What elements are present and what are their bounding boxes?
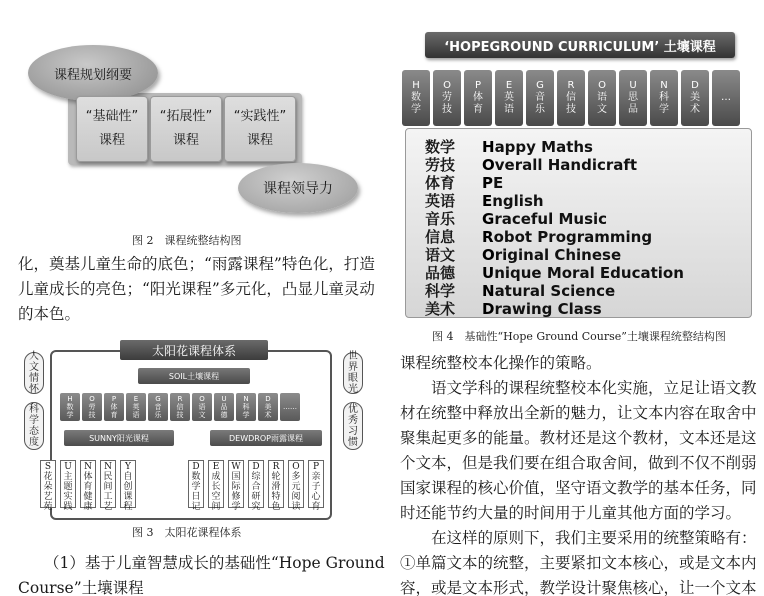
fig4-row	[425, 208, 607, 227]
cell-char: 品	[220, 403, 228, 411]
text-line: 个文本，但是我们要在组合取舍间，做到不仅不削弱	[400, 454, 757, 472]
row-initial: O	[482, 246, 495, 264]
sub-char: 民	[103, 472, 113, 482]
sub-char: 践	[63, 502, 73, 512]
fig3-cell	[82, 393, 102, 421]
fig4-row	[425, 298, 602, 317]
text-line: 化，奠基儿童生命的底色；“雨露课程”特色化，打造	[18, 255, 375, 273]
row-zh: 品德	[425, 264, 456, 282]
row-zh: 语文	[425, 246, 456, 264]
fig3-sub-item	[188, 460, 204, 512]
fig4-cell	[433, 70, 461, 126]
cell-char: 文	[198, 411, 206, 419]
fig4-cells	[402, 70, 743, 126]
row-rest: atural Science	[494, 282, 616, 300]
row-rest: nique Moral Education	[494, 264, 684, 282]
fig3-sub-item	[288, 460, 304, 512]
sub-char: 健	[83, 492, 93, 502]
fig4-row	[425, 280, 615, 299]
text-line: （1）基于儿童智慧成长的基础性“Hope Ground	[44, 554, 385, 572]
cell-char: 技	[442, 104, 452, 115]
row-zh: 科学	[425, 282, 456, 300]
fig3-soil-bar: SOIL土壤课程	[138, 368, 250, 384]
sub-char: 滑	[271, 482, 281, 492]
sub-char: 日	[191, 492, 201, 502]
text-line: 国家课程的核心价值，坚守语文教学的基本任务，同	[400, 479, 757, 497]
row-zh: 数学	[425, 138, 456, 156]
fig3-cell	[148, 393, 168, 421]
sub-letter: S	[44, 462, 52, 472]
row-initial: O	[482, 156, 495, 174]
cell-char: 语	[504, 104, 514, 115]
text-line: 课程统整校本化操作的策略。	[400, 354, 602, 372]
sub-char: 亲	[311, 472, 321, 482]
cell-char: 德	[220, 411, 228, 419]
row-initial: R	[482, 228, 494, 246]
row-initial: D	[482, 300, 495, 318]
fig2-card-quote: “基础性”	[85, 109, 139, 124]
cell-char: 信	[176, 403, 184, 411]
cell-char: 学	[66, 411, 74, 419]
cell-char: 体	[110, 403, 118, 411]
cell-char: 数	[66, 403, 74, 411]
fig3-sub-item	[100, 460, 116, 512]
fig2-card-label: 课程	[246, 133, 273, 148]
cell-char: 语	[132, 411, 140, 419]
fig2-card-quote: “拓展性”	[159, 109, 213, 124]
cell-char: 技	[176, 411, 184, 419]
sub-char: 花	[43, 472, 53, 482]
row-initial: U	[482, 264, 495, 282]
fig3-dewdrop-bar: DEWDROP雨露课程	[210, 430, 322, 446]
cell-letter: D	[265, 395, 271, 403]
sub-letter: W	[231, 462, 241, 472]
cell-letter: D	[691, 80, 699, 91]
fig4-cell	[619, 70, 647, 126]
fig3-side-science: 科学态度	[24, 402, 44, 450]
sub-letter: D	[192, 462, 200, 472]
fig3-caption: 图 3 太阳花课程体系	[132, 526, 242, 539]
sub-char: 色	[271, 502, 281, 512]
fig2-card-extended	[150, 96, 222, 162]
cell-char: 英	[132, 403, 140, 411]
sub-char: 阅	[291, 492, 301, 502]
fig3-sub-item	[80, 460, 96, 512]
cell-letter: P	[111, 395, 117, 403]
cell-letter: O	[89, 395, 95, 403]
fig3-sub-item	[228, 460, 244, 512]
fig4-title: ‘HOPEGROUND CURRICULUM’ 土壤课程	[425, 32, 735, 58]
cell-char: 术	[690, 104, 700, 115]
cell-letter: U	[221, 395, 227, 403]
cell-char: 学	[411, 104, 421, 115]
row-rest: verall Handicraft	[494, 156, 638, 174]
fig2-card-basic	[76, 96, 148, 162]
row-zh: 信息	[425, 228, 456, 246]
fig2-top-ellipse: 课程规划纲要	[28, 45, 158, 101]
sub-char: 轮	[271, 472, 281, 482]
text-line: 的本色。	[18, 305, 81, 323]
sub-char: 究	[251, 502, 261, 512]
cell-letter: P	[474, 80, 482, 91]
text-line: ①单篇文本的统整，主要紧扣文本核心，或是文本内	[400, 554, 757, 572]
fig3-cell	[170, 393, 190, 421]
sub-char: 特	[271, 492, 281, 502]
cell-char: 乐	[535, 104, 545, 115]
cell-letter: E	[133, 395, 139, 403]
sub-letter: D	[252, 462, 260, 472]
row-zh: 美术	[425, 300, 456, 318]
sub-char: 间	[103, 482, 113, 492]
text-line: 材在统整中释放出全新的魅力，让文本内容在取舍中	[400, 404, 757, 422]
sub-char: 间	[211, 502, 221, 512]
fig4-row	[425, 154, 637, 173]
sub-char: 自	[123, 472, 133, 482]
fig3-sub-item	[60, 460, 76, 512]
fig2-card-quote: “实践性”	[233, 109, 287, 124]
sub-char: 子	[311, 482, 321, 492]
cell-letter: O	[443, 80, 451, 91]
sub-char: 合	[251, 482, 261, 492]
fig4-cell	[464, 70, 492, 126]
fig3-cell	[126, 393, 146, 421]
row-initial: P	[482, 174, 493, 192]
fig4-cell	[712, 70, 740, 126]
fig4-cell	[650, 70, 678, 126]
fig3-cell	[258, 393, 278, 421]
sub-char: 读	[291, 502, 301, 512]
cell-char: 语	[597, 92, 607, 103]
fig4-cell	[402, 70, 430, 126]
sub-letter: Y	[125, 462, 131, 472]
cell-letter: H	[412, 80, 420, 91]
text-line: 容，或是文本形式，教学设计聚焦核心，让一个文本	[400, 579, 757, 596]
fig4-cell	[526, 70, 554, 126]
fig4-row	[425, 190, 544, 209]
sub-char: 元	[291, 482, 301, 492]
fig3-sub-item	[40, 460, 56, 512]
fig2-card-practical	[224, 96, 296, 162]
fig3-sunny-items	[40, 460, 136, 512]
cell-char: 技	[566, 104, 576, 115]
fig3-sub-item	[308, 460, 324, 512]
fig2-card-label: 课程	[172, 133, 199, 148]
row-rest: obot Programming	[493, 228, 653, 246]
cell-char: 劳	[88, 403, 96, 411]
fig3-side-humanity: 人文情怀	[24, 352, 44, 394]
text-line: 语文学科的课程统整校本化实施，立足让语文教	[400, 379, 757, 397]
cell-char: 学	[242, 411, 250, 419]
cell-char: 音	[535, 92, 545, 103]
cell-char: 育	[110, 411, 118, 419]
cell-char: 音	[154, 403, 162, 411]
sub-char: 体	[83, 472, 93, 482]
fig3-title: 太阳花课程体系	[120, 340, 268, 360]
row-zh: 劳技	[425, 156, 456, 174]
cell-char: 文	[597, 104, 607, 115]
sub-char: 学	[191, 482, 201, 492]
sub-letter: E	[212, 462, 220, 472]
fig4-cell	[681, 70, 709, 126]
sub-char: 主	[63, 472, 73, 482]
sub-char: 育	[83, 482, 93, 492]
row-zh: 英语	[425, 192, 456, 210]
fig3-side-world: 世界眼光	[343, 352, 363, 394]
row-rest: rawing Class	[494, 300, 602, 318]
cell-char: 语	[198, 403, 206, 411]
sub-char: 多	[291, 472, 301, 482]
cell-char: 英	[504, 92, 514, 103]
sub-letter: N	[84, 462, 92, 472]
sub-char: 课	[123, 492, 133, 502]
text-line: 儿童成长的亮色；“阳光课程”多元化，凸显儿童灵动	[18, 280, 375, 298]
sub-letter: U	[64, 462, 72, 472]
cell-char: ……	[283, 403, 297, 411]
text-line: 聚集起更多的能量。教材还是这个教材，文本还是这	[400, 429, 757, 447]
sub-char: 研	[251, 492, 261, 502]
fig4-row	[425, 172, 503, 191]
sub-char: 数	[191, 472, 201, 482]
fig3-cell	[236, 393, 256, 421]
sub-char: 成	[211, 472, 221, 482]
sub-char: 育	[311, 502, 321, 512]
fig3-sub-item	[268, 460, 284, 512]
sub-char: 国	[231, 472, 241, 482]
fig4-row	[425, 262, 684, 281]
cell-char: 学	[659, 104, 669, 115]
cell-char: 科	[659, 92, 669, 103]
cell-char: 品	[628, 104, 638, 115]
cell-char: 乐	[154, 411, 162, 419]
sub-char: 际	[231, 482, 241, 492]
sub-char: 创	[123, 482, 133, 492]
cell-letter: N	[660, 80, 668, 91]
row-zh: 音乐	[425, 210, 456, 228]
sub-char: 实	[63, 492, 73, 502]
cell-letter: R	[177, 395, 183, 403]
cell-char: 信	[566, 92, 576, 103]
cell-char: 技	[88, 411, 96, 419]
fig3-cell	[104, 393, 124, 421]
row-rest: E	[493, 174, 504, 192]
left-paragraph-1	[18, 252, 375, 327]
sub-letter: O	[292, 462, 300, 472]
cell-letter: H	[67, 395, 73, 403]
text-line: Course”土壤课程	[18, 579, 144, 596]
row-zh: 体育	[425, 174, 456, 192]
sub-char: 程	[123, 502, 133, 512]
sub-char: 艺	[43, 492, 53, 502]
fig2-card-label: 课程	[98, 133, 125, 148]
fig4-row	[425, 226, 652, 245]
sub-char: 康	[83, 502, 93, 512]
fig4-row	[425, 136, 593, 155]
cell-char: …	[721, 92, 731, 103]
text-line: 时还能节约大量的时间用于儿童其他方面的学习。	[400, 504, 742, 522]
fig3-sunny-bar: SUNNY阳光课程	[64, 430, 174, 446]
row-initial: G	[482, 210, 495, 228]
text-line: 在这样的原则下，我们主要采用的统整策略有：	[400, 529, 757, 547]
row-initial: H	[482, 138, 495, 156]
fig2-bottom-ellipse: 课程领导力	[238, 163, 358, 213]
fig3-soil-cells	[60, 393, 300, 421]
fig3-cell	[214, 393, 234, 421]
row-rest: appy Maths	[494, 138, 593, 156]
sub-char: 心	[311, 492, 321, 502]
cell-char: 思	[628, 92, 638, 103]
cell-char: 劳	[442, 92, 452, 103]
fig4-cell	[495, 70, 523, 126]
row-initial: N	[482, 282, 495, 300]
cell-char: 数	[411, 92, 421, 103]
fig3-cell	[60, 393, 80, 421]
fig3-sub-item	[208, 460, 224, 512]
cell-char: 育	[473, 104, 483, 115]
sub-char: 艺	[103, 502, 113, 512]
sub-char: 工	[103, 492, 113, 502]
sub-char: 朵	[43, 482, 53, 492]
row-initial: E	[482, 192, 493, 210]
fig3-cell	[280, 393, 300, 421]
cell-char: 科	[242, 403, 250, 411]
sub-char: 题	[63, 482, 73, 492]
sub-letter: R	[272, 462, 280, 472]
sub-char: 学	[231, 502, 241, 512]
cell-char: 美	[690, 92, 700, 103]
cell-char: 体	[473, 92, 483, 103]
row-rest: raceful Music	[494, 210, 608, 228]
sub-char: 修	[231, 492, 241, 502]
sub-char: 记	[191, 502, 201, 512]
cell-letter: E	[505, 80, 513, 91]
sub-char: 综	[251, 472, 261, 482]
right-paragraph	[400, 351, 757, 596]
cell-letter: U	[629, 80, 637, 91]
cell-letter: O	[598, 80, 606, 91]
cell-char: 美	[264, 403, 272, 411]
fig4-caption: 图 4 基础性“Hope Ground Course”土壤课程统整结构图	[432, 330, 726, 343]
sub-letter: N	[104, 462, 112, 472]
sub-letter: P	[312, 462, 320, 472]
cell-letter: R	[567, 80, 575, 91]
left-paragraph-2	[18, 551, 385, 596]
fig3-dewdrop-items	[188, 460, 324, 512]
fig2-caption: 图 2 课程统整结构图	[132, 234, 242, 247]
cell-letter: O	[199, 395, 205, 403]
fig3-side-habits: 优秀习惯	[343, 402, 363, 450]
row-rest: riginal Chinese	[494, 246, 622, 264]
fig3-sub-item	[120, 460, 136, 512]
sub-char: 长	[211, 482, 221, 492]
fig3-sub-item	[248, 460, 264, 512]
fig4-row	[425, 244, 621, 263]
cell-char: 术	[264, 411, 272, 419]
cell-letter: N	[243, 395, 249, 403]
fig3-cell	[192, 393, 212, 421]
cell-letter: G	[155, 395, 161, 403]
cell-letter: G	[536, 80, 544, 91]
row-rest: nglish	[492, 192, 544, 210]
sub-char: 空	[211, 492, 221, 502]
fig4-cell	[588, 70, 616, 126]
sub-char: 苑	[43, 502, 53, 512]
fig4-cell	[557, 70, 585, 126]
